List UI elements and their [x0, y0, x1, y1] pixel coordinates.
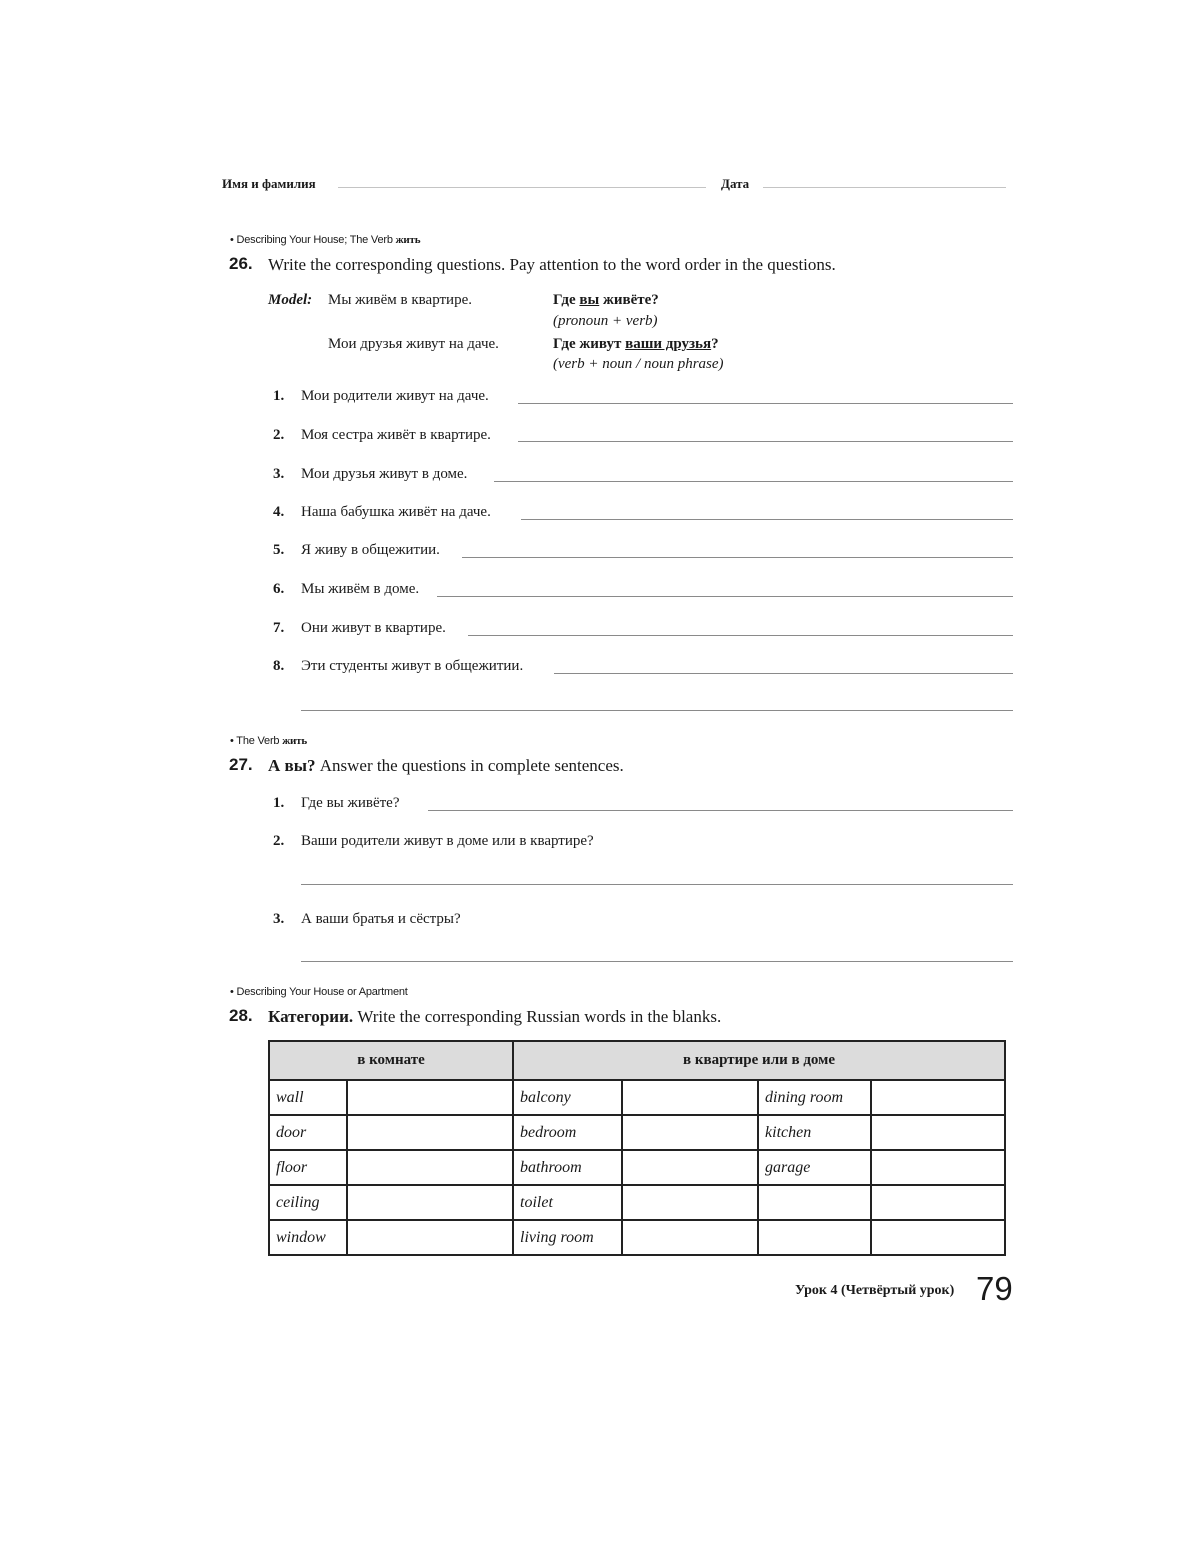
exercise-number-26: 26. [229, 254, 253, 273]
english-word: living room [513, 1220, 622, 1255]
blank-cell[interactable] [622, 1150, 758, 1185]
english-word: toilet [513, 1185, 622, 1220]
section-tag-26: • Describing Your House; The Verb жить [230, 234, 421, 246]
categories-table [268, 1040, 1006, 1256]
english-word: wall [269, 1080, 347, 1115]
model-statement-1: Мы живём в квартире. [328, 292, 472, 308]
item-number: 4. [273, 504, 285, 520]
item-prompt: А ваши братья и сёстры? [301, 911, 461, 927]
blank-cell[interactable] [347, 1080, 513, 1115]
answer-line[interactable] [521, 519, 1013, 520]
blank-cell[interactable] [871, 1115, 1005, 1150]
exercise-number-28: 28. [229, 1006, 253, 1025]
page-number: 79 [976, 1270, 1013, 1307]
item-prompt: Ваши родители живут в доме или в квартире? [301, 833, 594, 849]
blank-cell[interactable] [622, 1080, 758, 1115]
english-word [758, 1220, 871, 1255]
blank-cell[interactable] [347, 1150, 513, 1185]
table-row [269, 1150, 1005, 1185]
english-word: garage [758, 1150, 871, 1185]
table-row [269, 1185, 1005, 1220]
model-note-1: (pronoun + verb) [553, 313, 658, 329]
lesson-title: Урок 4 (Четвёртый урок) [795, 1283, 955, 1298]
item-number: 8. [273, 658, 285, 674]
name-field-line[interactable] [338, 187, 706, 188]
answer-line[interactable] [437, 596, 1013, 597]
blank-cell[interactable] [622, 1115, 758, 1150]
column-header-room: в комнате [269, 1041, 513, 1080]
exercise-number-27: 27. [229, 755, 253, 774]
english-word: ceiling [269, 1185, 347, 1220]
table-row [269, 1220, 1005, 1255]
item-prompt: Они живут в квартире. [301, 620, 446, 636]
item-prompt: Мы живём в доме. [301, 581, 420, 597]
blank-cell[interactable] [622, 1220, 758, 1255]
exercise-instruction-27: А вы? Answer the questions in complete sentences. [268, 756, 624, 775]
english-word [758, 1185, 871, 1220]
english-word: bedroom [513, 1115, 622, 1150]
item-number: 3. [273, 466, 285, 482]
english-word: bathroom [513, 1150, 622, 1185]
item-number: 5. [273, 542, 285, 558]
answer-line[interactable] [494, 481, 1013, 482]
answer-line[interactable] [301, 884, 1013, 885]
exercise-instruction-28: Категории. Write the corresponding Russian words in the blanks. [268, 1007, 722, 1026]
blank-cell[interactable] [871, 1080, 1005, 1115]
answer-line[interactable] [518, 403, 1013, 404]
date-label: Дата [721, 176, 750, 191]
item-prompt: Я живу в общежитии. [301, 542, 440, 558]
item-prompt: Наша бабушка живёт на даче. [301, 504, 491, 520]
section-tag-28: • Describing Your House or Apartment [230, 986, 408, 998]
exercise-instruction-26: Write the corresponding questions. Pay attention to the word order in the questions. [268, 255, 836, 274]
item-prompt: Мои друзья живут в доме. [301, 466, 468, 482]
answer-line[interactable] [301, 961, 1013, 962]
item-prompt: Эти студенты живут в общежитии. [301, 658, 524, 674]
english-word: floor [269, 1150, 347, 1185]
blank-cell[interactable] [347, 1115, 513, 1150]
answer-line[interactable] [518, 441, 1013, 442]
date-field-line[interactable] [763, 187, 1006, 188]
item-prompt: Где вы живёте? [301, 795, 400, 811]
item-prompt: Моя сестра живёт в квартире. [301, 427, 491, 443]
model-question-1: Где вы живёте? [553, 292, 659, 308]
blank-cell[interactable] [871, 1185, 1005, 1220]
answer-line[interactable] [462, 557, 1013, 558]
item-number: 7. [273, 620, 285, 636]
blank-cell[interactable] [871, 1150, 1005, 1185]
item-number: 6. [273, 581, 285, 597]
item-number: 1. [273, 388, 285, 404]
answer-line[interactable] [468, 635, 1013, 636]
section-tag-27: • The Verb жить [230, 735, 307, 747]
blank-cell[interactable] [622, 1185, 758, 1220]
english-word: dining room [758, 1080, 871, 1115]
item-prompt: Мои родители живут на даче. [301, 388, 489, 404]
column-header-apartment: в квартире или в доме [513, 1041, 1005, 1080]
item-number: 3. [273, 911, 285, 927]
name-label: Имя и фамилия [222, 176, 316, 191]
item-number: 2. [273, 833, 285, 849]
table-row [269, 1080, 1005, 1115]
english-word: balcony [513, 1080, 622, 1115]
table-row [269, 1115, 1005, 1150]
blank-cell[interactable] [347, 1220, 513, 1255]
english-word: door [269, 1115, 347, 1150]
model-label: Model: [268, 292, 313, 308]
answer-line-continuation[interactable] [301, 710, 1013, 711]
english-word: window [269, 1220, 347, 1255]
item-number: 1. [273, 795, 285, 811]
english-word: kitchen [758, 1115, 871, 1150]
model-statement-2: Мои друзья живут на даче. [328, 336, 499, 352]
item-number: 2. [273, 427, 285, 443]
blank-cell[interactable] [347, 1185, 513, 1220]
model-note-2: (verb + noun / noun phrase) [553, 356, 724, 372]
answer-line[interactable] [554, 673, 1013, 674]
table-header-row [269, 1041, 1005, 1080]
model-question-2: Где живут ваши друзья? [553, 336, 719, 352]
answer-line[interactable] [428, 810, 1013, 811]
blank-cell[interactable] [871, 1220, 1005, 1255]
